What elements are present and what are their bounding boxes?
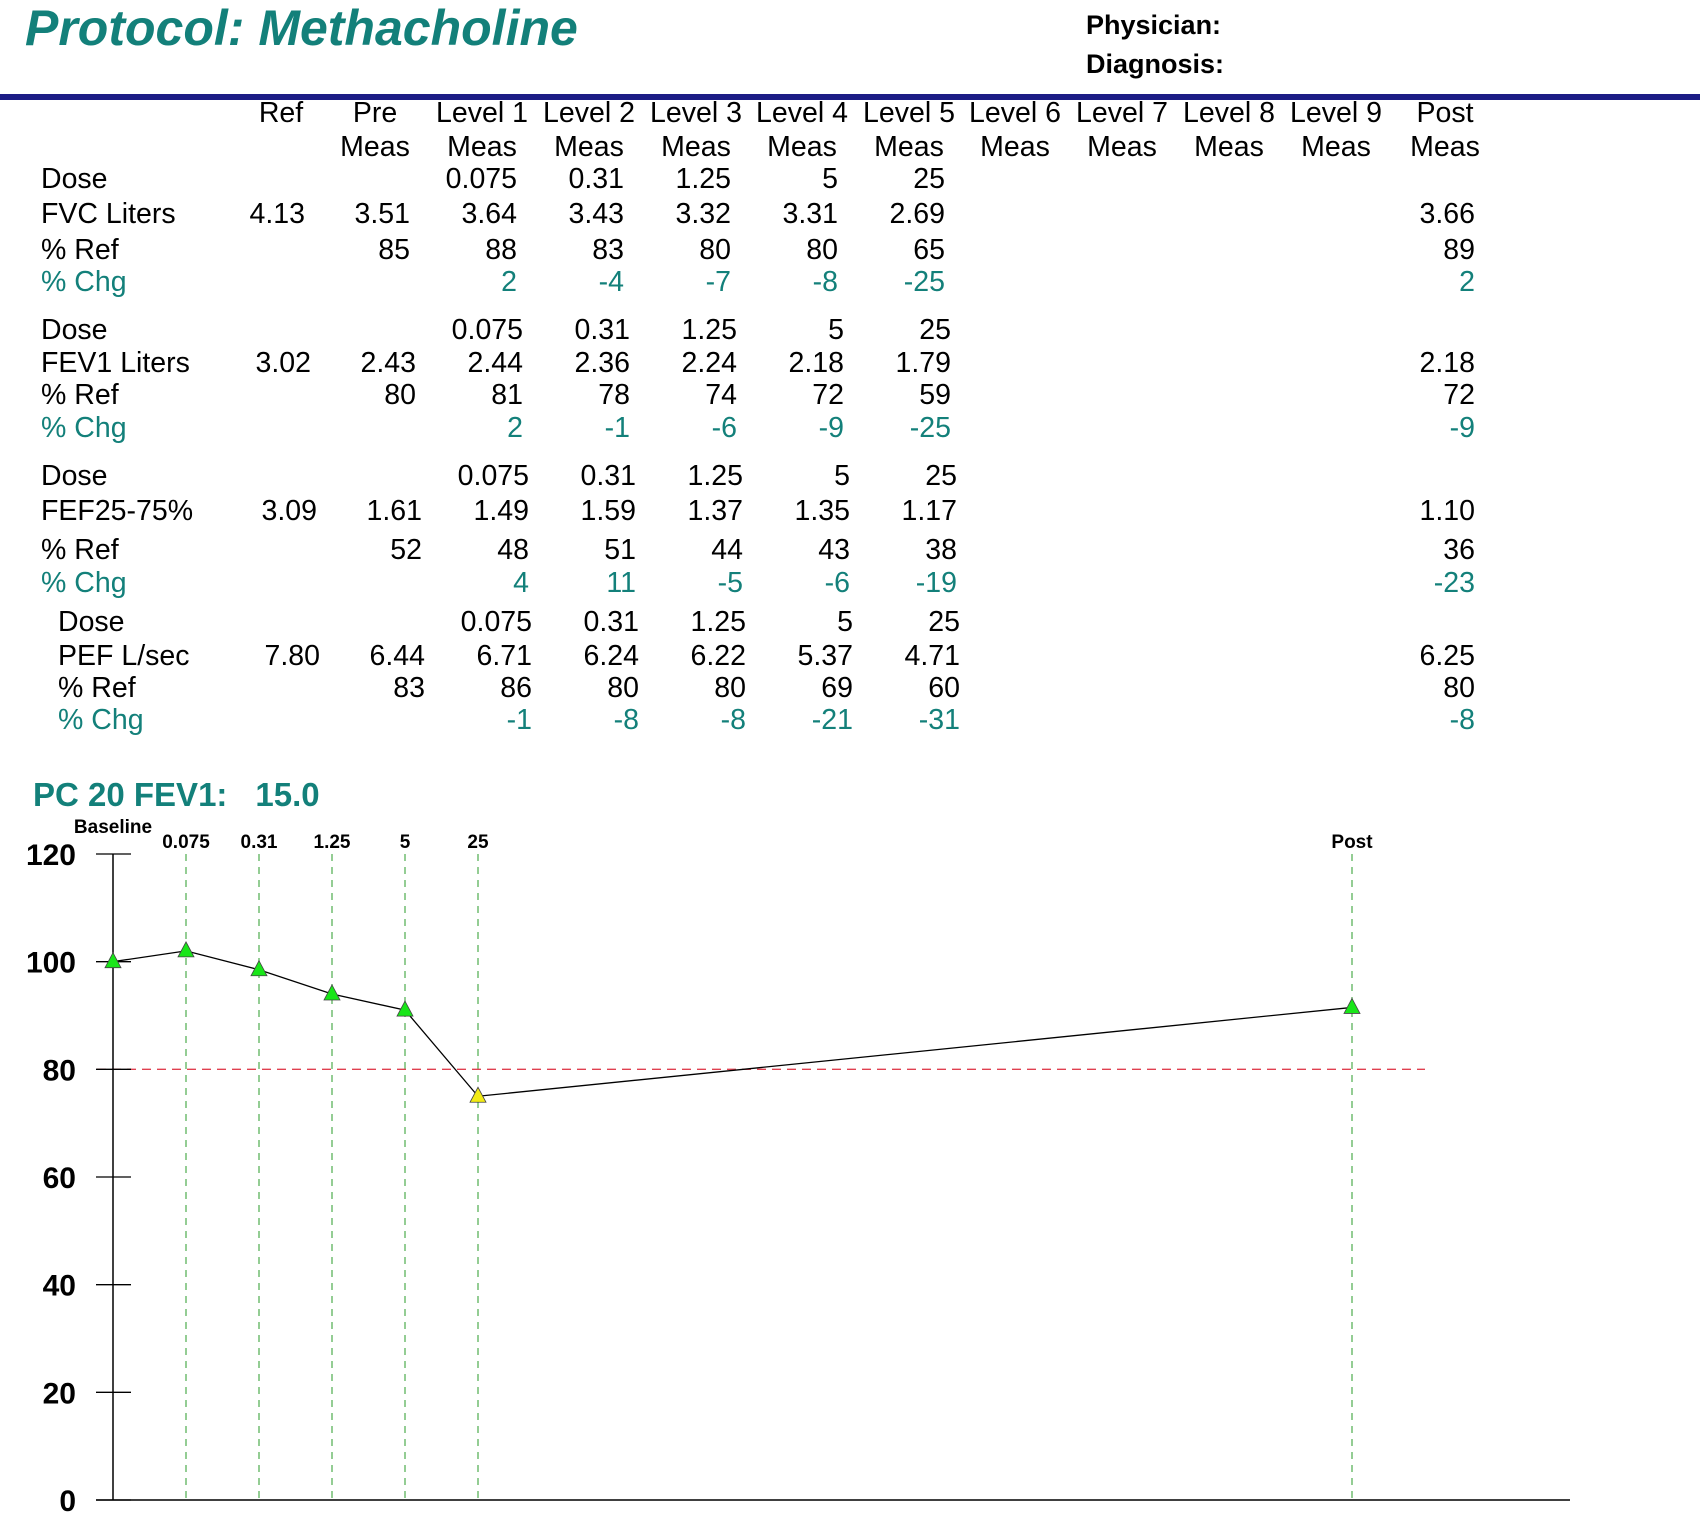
table-cell: 1.25 (690, 606, 746, 638)
physician-label: Physician: (1086, 10, 1222, 40)
table-cell: 83 (592, 234, 624, 266)
table-cell: 3.51 (354, 198, 410, 230)
column-header-bottom: Meas (661, 131, 731, 163)
y-tick-label: 20 (42, 1377, 76, 1411)
table-cell: 72 (812, 379, 844, 411)
table-cell: 2 (501, 266, 517, 298)
column-header-bottom: Meas (1301, 131, 1371, 163)
table-cell: 6.24 (583, 640, 639, 672)
y-tick-label: 120 (25, 839, 76, 872)
row-label: % Chg (58, 704, 144, 736)
row-label: % Chg (41, 266, 127, 298)
column-header-top: Level 9 (1290, 97, 1382, 129)
table-cell: -4 (598, 266, 624, 298)
table-cell: -1 (506, 704, 532, 736)
table-cell: -6 (711, 412, 737, 444)
table-cell: 80 (699, 234, 731, 266)
table-cell: 3.66 (1419, 198, 1475, 230)
table-cell: 11 (606, 567, 636, 599)
table-cell: 25 (919, 314, 951, 346)
table-cell: 65 (913, 234, 945, 266)
table-cell: 72 (1443, 379, 1475, 411)
table-cell: 80 (714, 672, 746, 704)
table-cell: 0.31 (580, 460, 636, 492)
table-cell: 4.71 (904, 640, 960, 672)
table-cell: 60 (928, 672, 960, 704)
table-cell: 81 (491, 379, 523, 411)
row-label: FEF25-75% (41, 495, 194, 527)
dose-label: 0.075 (162, 832, 210, 853)
column-header-top: Level 5 (863, 97, 955, 129)
column-header-bottom: Meas (874, 131, 944, 163)
table-cell: 80 (384, 379, 416, 411)
table-cell: 25 (925, 460, 957, 492)
table-cell: -21 (811, 704, 853, 736)
table-cell: 4.13 (249, 198, 305, 230)
row-label: % Ref (41, 379, 119, 411)
column-header-bottom: Meas (447, 131, 517, 163)
row-label: % Chg (41, 412, 127, 444)
table-cell: 89 (1443, 234, 1475, 266)
y-tick-label: 40 (42, 1269, 76, 1303)
row-label: FVC Liters (41, 198, 176, 230)
table-cell: 1.25 (681, 314, 737, 346)
table-cell: 25 (928, 606, 960, 638)
dose-label: Post (1331, 832, 1373, 853)
table-cell: 1.37 (687, 495, 743, 527)
protocol-title: Protocol: Methacholine (25, 0, 578, 56)
table-cell: 80 (806, 234, 838, 266)
table-cell: -25 (909, 412, 951, 444)
table-cell: 36 (1443, 534, 1475, 566)
table-cell: 6.25 (1419, 640, 1475, 672)
table-cell: 59 (919, 379, 951, 411)
table-cell: 2.24 (681, 347, 737, 379)
column-header-top: Level 7 (1076, 97, 1168, 129)
table-cell: -6 (824, 567, 850, 599)
dose-label: Baseline (73, 817, 153, 838)
table-cell: -8 (812, 266, 838, 298)
table-cell: 2 (1459, 266, 1475, 298)
table-cell: 2.18 (788, 347, 844, 379)
pc20-summary (33, 777, 320, 813)
row-label: PEF L/sec (58, 640, 190, 672)
table-cell: -5 (717, 567, 743, 599)
table-cell: 1.35 (794, 495, 850, 527)
table-cell: -7 (705, 266, 731, 298)
table-cell: 85 (378, 234, 410, 266)
table-cell: 2.69 (889, 198, 945, 230)
dose-label: 0.31 (240, 832, 278, 853)
table-cell: 6.44 (369, 640, 425, 672)
table-cell: 0.31 (568, 163, 624, 195)
table-cell: 3.02 (255, 347, 311, 379)
table-cell: 52 (390, 534, 422, 566)
table-cell: 5.37 (797, 640, 853, 672)
table-cell: 38 (925, 534, 957, 566)
column-header-top: Level 8 (1183, 97, 1275, 129)
column-header-top: Level 4 (756, 97, 848, 129)
table-cell: -9 (1449, 412, 1475, 444)
table-cell: 7.80 (264, 640, 320, 672)
table-cell: 0.075 (460, 606, 532, 638)
table-cell: -8 (613, 704, 639, 736)
column-header-top: Ref (258, 97, 304, 129)
dose-label: 25 (467, 832, 489, 853)
table-cell: 1.17 (901, 495, 957, 527)
row-label: % Ref (41, 534, 119, 566)
table-cell: 1.61 (366, 495, 422, 527)
table-cell: 86 (500, 672, 532, 704)
column-header-bottom: Meas (340, 131, 410, 163)
table-cell: 74 (705, 379, 737, 411)
table-cell: 3.64 (461, 198, 517, 230)
table-cell: 43 (818, 534, 850, 566)
column-header-bottom: Meas (980, 131, 1050, 163)
table-cell: 1.49 (473, 495, 529, 527)
table-cell: 2.43 (360, 347, 416, 379)
pc20-label: PC 20 FEV1: (33, 776, 228, 813)
table-cell: 0.31 (583, 606, 639, 638)
row-label: Dose (41, 163, 108, 195)
table-cell: 1.10 (1419, 495, 1475, 527)
table-cell: 4 (513, 567, 529, 599)
table-cell: 48 (497, 534, 529, 566)
column-header-bottom: Meas (1087, 131, 1157, 163)
table-cell: -9 (818, 412, 844, 444)
table-cell: -19 (915, 567, 957, 599)
column-header-bottom: Meas (767, 131, 837, 163)
table-cell: 88 (485, 234, 517, 266)
table-cell: 80 (607, 672, 639, 704)
table-cell: -25 (903, 266, 945, 298)
table-cell: 2.44 (467, 347, 523, 379)
table-cell: -8 (720, 704, 746, 736)
table-cell: 25 (913, 163, 945, 195)
y-tick-label: 80 (42, 1054, 76, 1088)
y-tick-label: 60 (42, 1162, 76, 1195)
table-cell: -23 (1433, 567, 1475, 599)
table-cell: 2 (507, 412, 523, 444)
data-point-marker (1344, 998, 1360, 1013)
table-cell: -31 (918, 704, 960, 736)
table-cell: 2.18 (1419, 347, 1475, 379)
fev1-response-chart (0, 810, 1700, 1515)
table-cell: 1.59 (580, 495, 636, 527)
table-cell: 2.36 (574, 347, 630, 379)
column-header-bottom: Meas (554, 131, 624, 163)
column-header-top: Level 2 (543, 97, 635, 129)
y-tick-label: 0 (59, 1485, 76, 1515)
row-label: % Chg (41, 567, 127, 599)
table-cell: 51 (604, 534, 636, 566)
table-cell: 3.43 (568, 198, 624, 230)
table-cell: 5 (828, 314, 844, 346)
table-cell: 1.79 (895, 347, 951, 379)
table-cell: 83 (393, 672, 425, 704)
table-cell: 6.71 (476, 640, 532, 672)
table-cell: 5 (834, 460, 850, 492)
table-cell: 0.075 (451, 314, 523, 346)
row-label: Dose (41, 460, 108, 492)
y-tick-label: 100 (25, 946, 76, 980)
column-header-top: Level 3 (650, 97, 742, 129)
dose-label: 1.25 (313, 832, 351, 853)
column-header-bottom: Meas (1194, 131, 1264, 163)
column-header-bottom: Meas (1410, 131, 1480, 163)
row-label: FEV1 Liters (41, 347, 190, 379)
column-header-top: Level 6 (969, 97, 1061, 129)
column-header-top: Pre (352, 97, 398, 129)
table-cell: 3.31 (782, 198, 838, 230)
table-cell: 78 (598, 379, 630, 411)
table-cell: 3.32 (675, 198, 731, 230)
table-cell: 3.09 (261, 495, 317, 527)
table-cell: 1.25 (675, 163, 731, 195)
table-cell: 5 (837, 606, 853, 638)
data-point-marker (105, 953, 121, 968)
table-cell: 44 (711, 534, 743, 566)
table-cell: -1 (604, 412, 630, 444)
dose-label: 5 (399, 832, 411, 853)
column-header-top: Post (1416, 97, 1474, 129)
fev1-series-line (113, 951, 1352, 1096)
table-cell: -8 (1449, 704, 1475, 736)
table-cell: 80 (1443, 672, 1475, 704)
column-header-top: Level 1 (436, 97, 528, 129)
row-label: Dose (41, 314, 108, 346)
table-cell: 5 (822, 163, 838, 195)
table-cell: 0.075 (457, 460, 529, 492)
pc20-value: 15.0 (255, 776, 320, 813)
row-label: % Ref (41, 234, 119, 266)
table-cell: 69 (821, 672, 853, 704)
table-cell: 1.25 (687, 460, 743, 492)
table-cell: 6.22 (690, 640, 746, 672)
diagnosis-label: Diagnosis: (1086, 49, 1225, 79)
row-label: Dose (58, 606, 125, 638)
data-point-marker (178, 942, 194, 957)
table-cell: 0.31 (574, 314, 630, 346)
row-label: % Ref (58, 672, 136, 704)
table-cell: 0.075 (445, 163, 517, 195)
